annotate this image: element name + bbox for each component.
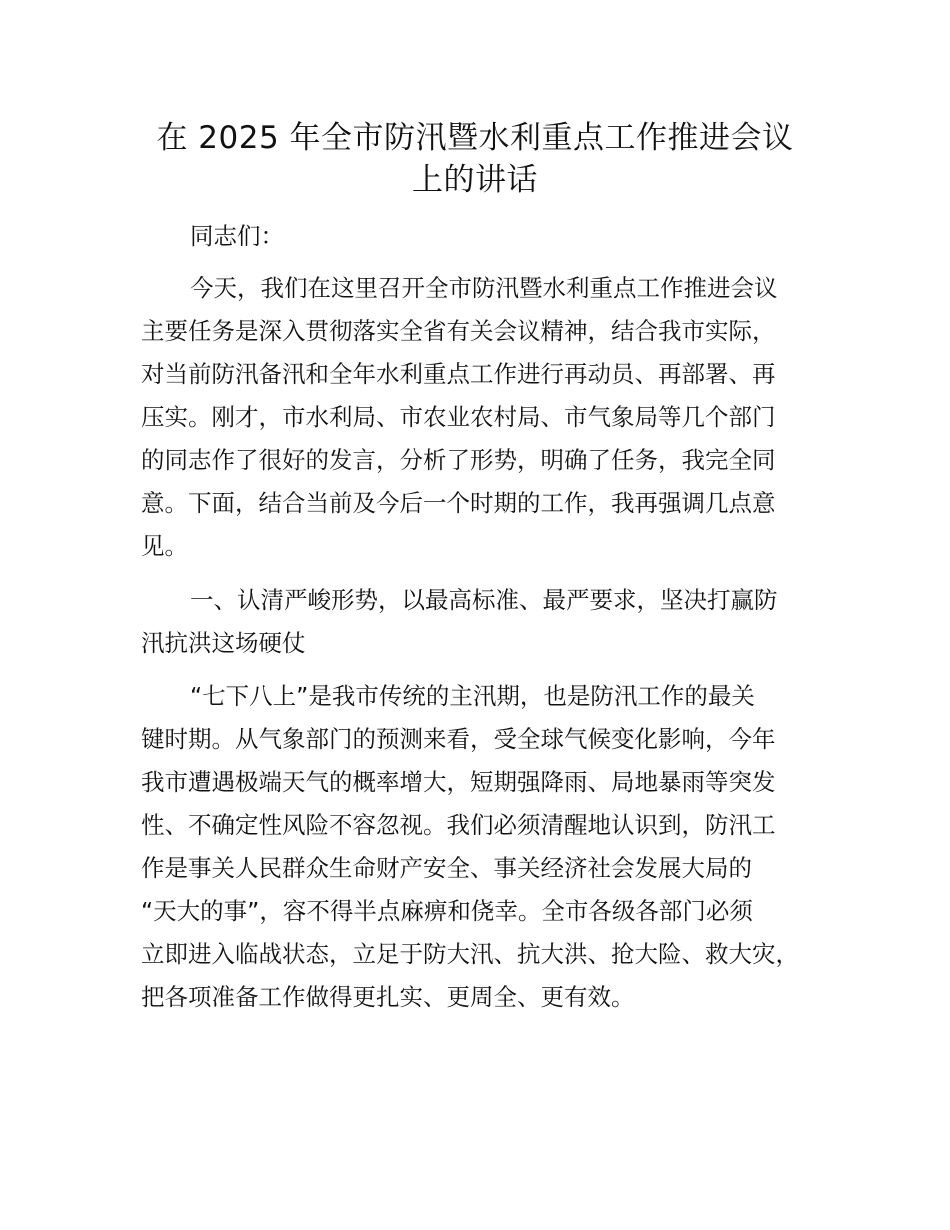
document-title-line-1: 在 2025 年全市防汛暨水利重点工作推进会议: [156, 120, 794, 156]
paragraph-line: 今天，我们在这里召开全市防汛暨水利重点工作推进会议: [190, 274, 778, 302]
paragraph-line: 键时期。从气象部门的预测来看，受全球气候变化影响，今年: [141, 725, 776, 753]
paragraph-line: “天大的事”，容不得半点麻痹和侥幸。全市各级各部门必须: [141, 897, 753, 925]
paragraph-line: 意。下面，结合当前及今后一个时期的工作，我再强调几点意: [141, 489, 776, 517]
paragraph-line: “七下八上”是我市传统的主汛期，也是防汛工作的最关: [190, 682, 755, 710]
document-title-line-2: 上的讲话: [412, 162, 538, 198]
paragraph-line: 性、不确定性风险不容忽视。我们必须清醒地认识到，防汛工: [141, 811, 776, 839]
paragraph-line: 压实。刚才，市水利局、市农业农村局、市气象局等几个部门: [141, 403, 776, 431]
paragraph-line: 主要任务是深入贯彻落实全省有关会议精神，结合我市实际，: [141, 317, 776, 345]
paragraph-line: 我市遭遇极端天气的概率增大，短期强降雨、局地暴雨等突发: [141, 768, 776, 796]
paragraph-line: 立即进入临战状态，立足于防大汛、抗大洪、抢大险、救大灾，: [141, 940, 799, 968]
paragraph-line: 见。: [141, 532, 188, 560]
heading-line: 汛抗洪这场硬仗: [141, 629, 306, 657]
paragraph-line: 对当前防汛备汛和全年水利重点工作进行再动员、再部署、再: [141, 360, 776, 388]
paragraph-line: 作是事关人民群众生命财产安全、事关经济社会发展大局的: [141, 854, 752, 882]
paragraph-line: 把各项准备工作做得更扎实、更周全、更有效。: [141, 983, 635, 1011]
salutation: 同志们：: [190, 222, 284, 250]
paragraph-line: 的同志作了很好的发言，分析了形势，明确了任务，我完全同: [141, 446, 776, 474]
heading-line: 一、认清严峻形势，以最高标准、最严要求，坚决打赢防: [190, 586, 778, 614]
